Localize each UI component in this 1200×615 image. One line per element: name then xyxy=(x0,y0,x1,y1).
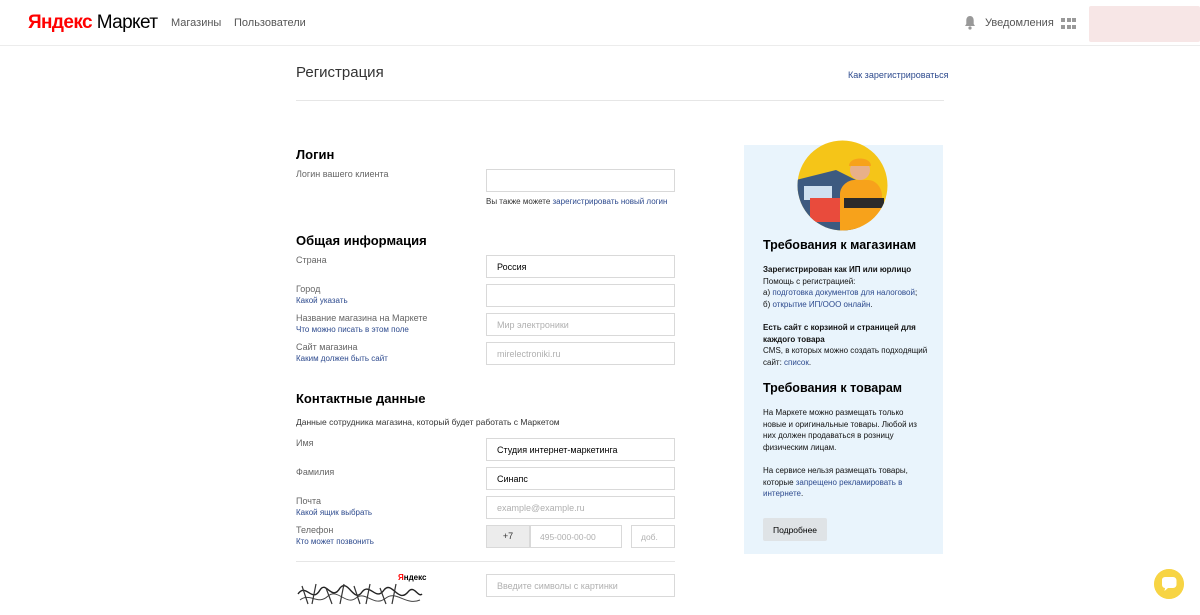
email-hint-link[interactable]: Какой ящик выбрать xyxy=(296,508,373,517)
contact-section-title: Контактные данные xyxy=(296,391,426,406)
phone-country-code: +7 xyxy=(486,525,530,548)
more-details-button[interactable]: Подробнее xyxy=(763,518,827,541)
shop-requirements-title: Требования к магазинам xyxy=(763,238,917,252)
prohibited-prefix: На сервисе нельзя размещать товары, которые xyxy=(763,466,908,487)
goods-requirements-text: На Маркете можно размещать только новые и оригинальные товары. Любой из них должен продаваться в розницу физическим лицам. xyxy=(763,408,917,452)
courier-illustration xyxy=(796,140,889,231)
section-divider xyxy=(296,561,675,562)
apps-grid-icon[interactable] xyxy=(1061,18,1076,30)
goods-requirements-title: Требования к товарам xyxy=(763,381,903,395)
nav-users-link[interactable]: Пользователи xyxy=(234,17,306,29)
requirement-legal-entity-title: Зарегистрирован как ИП или юрлицо xyxy=(763,265,912,274)
general-section-title: Общая информация xyxy=(296,233,427,248)
open-business-online-link[interactable]: открытие ИП/ООО онлайн xyxy=(772,299,871,309)
phone-label: Телефон xyxy=(296,525,334,535)
country-label: Страна xyxy=(296,255,327,265)
city-hint-link[interactable]: Какой указать xyxy=(296,296,348,305)
option-b-prefix: б) xyxy=(763,299,773,309)
shop-name-hint-link[interactable]: Что можно писать в этом поле xyxy=(296,325,409,334)
country-input[interactable] xyxy=(486,255,675,278)
prohibited-suffix: . xyxy=(800,489,804,498)
yandex-market-logo[interactable] xyxy=(28,12,157,34)
tax-documents-link[interactable]: подготовка документов для налоговой xyxy=(772,288,915,297)
notifications-link[interactable]: Уведомления xyxy=(985,17,1054,29)
last-name-label: Фамилия xyxy=(296,467,335,477)
first-name-label: Имя xyxy=(296,438,314,448)
shop-name-input[interactable] xyxy=(486,313,675,336)
title-divider xyxy=(296,100,944,101)
user-account-block[interactable] xyxy=(1089,6,1200,42)
logo-market: Маркет xyxy=(96,12,158,33)
contact-description: Данные сотрудника магазина, который будет работать с Маркетом xyxy=(296,417,560,427)
site-label: Сайт магазина xyxy=(296,342,358,352)
login-section-title: Логин xyxy=(296,147,335,162)
cms-list-link[interactable]: список xyxy=(784,357,809,367)
option-a-suffix: ; xyxy=(914,288,918,297)
email-label: Почта xyxy=(296,496,321,506)
captcha-input[interactable] xyxy=(486,574,675,597)
requirement-legal-entity xyxy=(763,264,933,310)
captcha-brand-first-letter: Я xyxy=(398,573,404,582)
shop-name-label: Название магазина на Маркете xyxy=(296,313,428,323)
option-a-prefix: а) xyxy=(763,288,773,297)
site-hint-link[interactable]: Каким должен быть сайт xyxy=(296,354,388,363)
page-title: Регистрация xyxy=(296,64,384,81)
phone-hint-link[interactable]: Кто может позвонить xyxy=(296,537,374,546)
registration-help-text: Помощь с регистрацией: xyxy=(763,276,856,286)
bell-icon[interactable] xyxy=(964,15,976,30)
phone-extension-input[interactable] xyxy=(631,525,675,548)
phone-input[interactable] xyxy=(530,525,622,548)
site-input[interactable] xyxy=(486,342,675,365)
requirement-website xyxy=(763,322,933,368)
how-to-register-link[interactable]: Как зарегистрироваться xyxy=(848,70,949,80)
logo-yandex: Яндекс xyxy=(28,12,92,33)
login-input[interactable] xyxy=(486,169,675,192)
cms-suffix: . xyxy=(808,357,812,367)
option-b-suffix: . xyxy=(870,299,873,309)
register-new-login-link[interactable]: зарегистрировать новый логин xyxy=(552,197,668,206)
city-input[interactable] xyxy=(486,284,675,307)
captcha-brand xyxy=(398,573,426,582)
login-note-text: Вы также можете xyxy=(486,197,553,206)
top-bar xyxy=(0,0,1200,46)
nav-shops-link[interactable]: Магазины xyxy=(171,17,222,29)
chat-icon[interactable] xyxy=(1154,569,1184,599)
captcha-brand-rest: ндекс xyxy=(403,573,427,582)
login-note xyxy=(486,197,667,206)
email-input[interactable] xyxy=(486,496,675,519)
login-label: Логин вашего клиента xyxy=(296,169,389,179)
prohibited-ads-link[interactable]: запрещено рекламировать в интернете xyxy=(763,477,903,498)
city-label: Город xyxy=(296,284,321,294)
requirement-website-title: Есть сайт с корзиной и страницей для каждого товара xyxy=(763,323,916,344)
last-name-input[interactable] xyxy=(486,467,675,490)
cms-text: CMS, в которых можно создать подходящий сайт: xyxy=(763,346,928,367)
prohibited-goods-text xyxy=(763,465,918,500)
first-name-input[interactable] xyxy=(486,438,675,461)
